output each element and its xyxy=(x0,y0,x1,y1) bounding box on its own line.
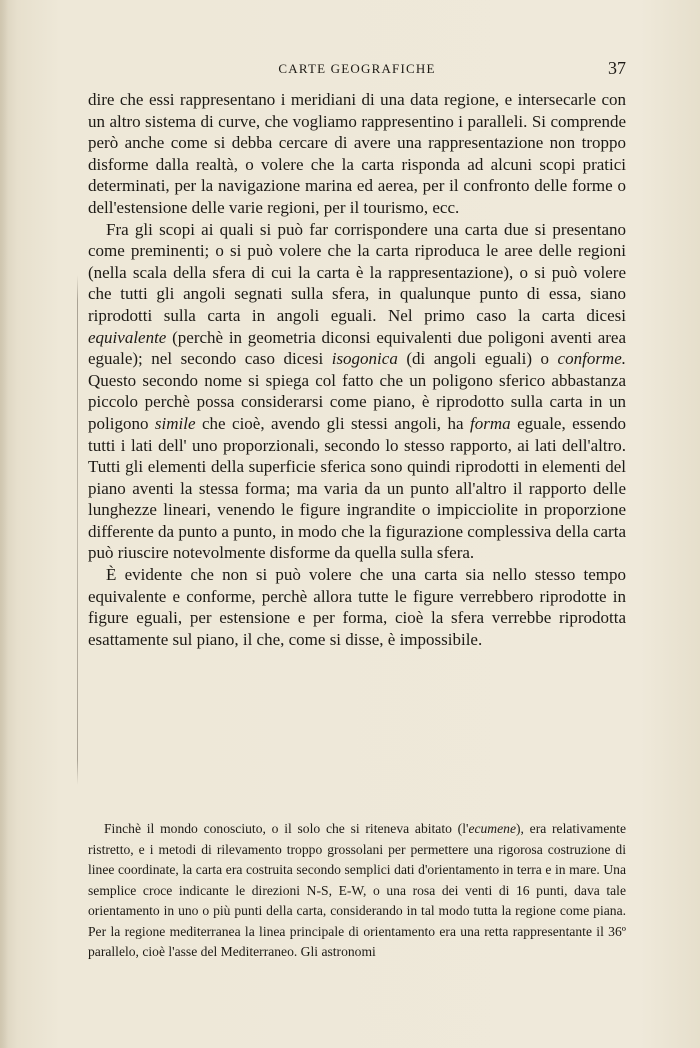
text-run: che cioè, avendo gli stessi angoli, ha xyxy=(195,413,471,433)
page-number: 37 xyxy=(608,58,626,78)
text-run: eguale, essendo tutti i lati dell' uno proporzionali, secondo lo stesso rapporto, ai lati dell'altro. Tutti gli elementi della superficie sferica sono quindi riprodotti in elementi del piano aventi la stessa forma; ma varia da un punto all'altro il rapporto delle lunghezze lineari, venendo le figure ingrandite o impicciolite in proporzione differente da punto a punto, in modo che la figurazione complessiva della carta può riuscire notevolmente disforme da quella sulla sfera. xyxy=(88,413,626,563)
paragraph: È evidente che non si può volere che una carta sia nello stesso tempo equivalente e conforme, perchè allora tutte le figure verrebbero riprodotte in figure eguali, per estensione e per forma, cioè la sfera verrebbe riprodotta esattamente sul piano, il che, come si disse, è impossibile. xyxy=(88,565,626,649)
emphasis-term: ecumene xyxy=(468,821,516,836)
text-run: (di angoli eguali) o xyxy=(397,349,558,369)
emphasis-term: equivalente xyxy=(88,327,167,347)
emphasis-term: conforme. xyxy=(557,349,627,369)
running-title: CARTE GEOGRAFICHE xyxy=(278,61,436,76)
page-gutter-shadow xyxy=(0,0,8,1048)
emphasis-term: forma xyxy=(470,413,511,433)
main-text xyxy=(88,89,626,650)
footnote-paragraph xyxy=(88,819,626,963)
text-run: Fra gli scopi ai quali si può far corrispondere una carta due si presentano come preminenti; o si può volere che la carta riproduca le aree delle regioni (nella scala della sfera di cui la carta è la rappresentazione), o si può volere che tutti gli angoli segnati sulla sfera, in qualunque punto di essa, siano riprodotti sulla carta in angoli eguali. Nel primo caso la carta dicesi xyxy=(88,219,626,325)
text-run: (perchè in geometria diconsi equivalenti due poligoni aventi area eguale); nel secondo caso dicesi xyxy=(88,327,626,369)
paragraph: dire che essi rappresentano i meridiani di una data regione, e intersecarle con un altro sistema di curve, che vogliamo rappresentino i paralleli. Si comprende però anche come si debba cercare di avere una rappresentazione non troppo disforme dalla realtà, o volere che la carta risponda ad alcuni scopi pratici determinati, per la navigazione marina ed aerea, per il confronto delle forme o dell'estensione delle varie regioni, per il tourismo, ecc. xyxy=(88,90,626,217)
margin-mark-line xyxy=(77,275,78,785)
footnote xyxy=(88,819,626,963)
text-run: Finchè il mondo conosciuto, o il solo che si riteneva abitato (l' xyxy=(104,821,469,836)
text-run: ), era relativamente ristretto, e i metodi di rilevamento troppo grossolani per permettere una rigorosa costruzione di linee coordinate, la carta era costruita secondo semplici dati d'orientamento in terra e in mare. Una semplice croce indicante le direzioni N-S, E-W, o una rosa dei venti di 16 punti, dava tale orientamento in uno o più punti della carta, considerando in tal modo tutta la regione come piana. Per la regione mediterranea la linea principale di orientamento era una retta rappresentante il 36º parallelo, cioè l'asse del Mediterraneo. Gli astronomi xyxy=(88,821,626,959)
text-run: Questo secondo nome si spiega col fatto che un poligono sferico abbastanza piccolo perchè possa considerarsi come piano, è riprodotto sulla carta in un poligono xyxy=(88,370,626,433)
emphasis-term: isogonica xyxy=(331,349,398,369)
page-header xyxy=(88,58,626,82)
paragraph xyxy=(88,219,626,565)
emphasis-term: simile xyxy=(154,413,196,433)
